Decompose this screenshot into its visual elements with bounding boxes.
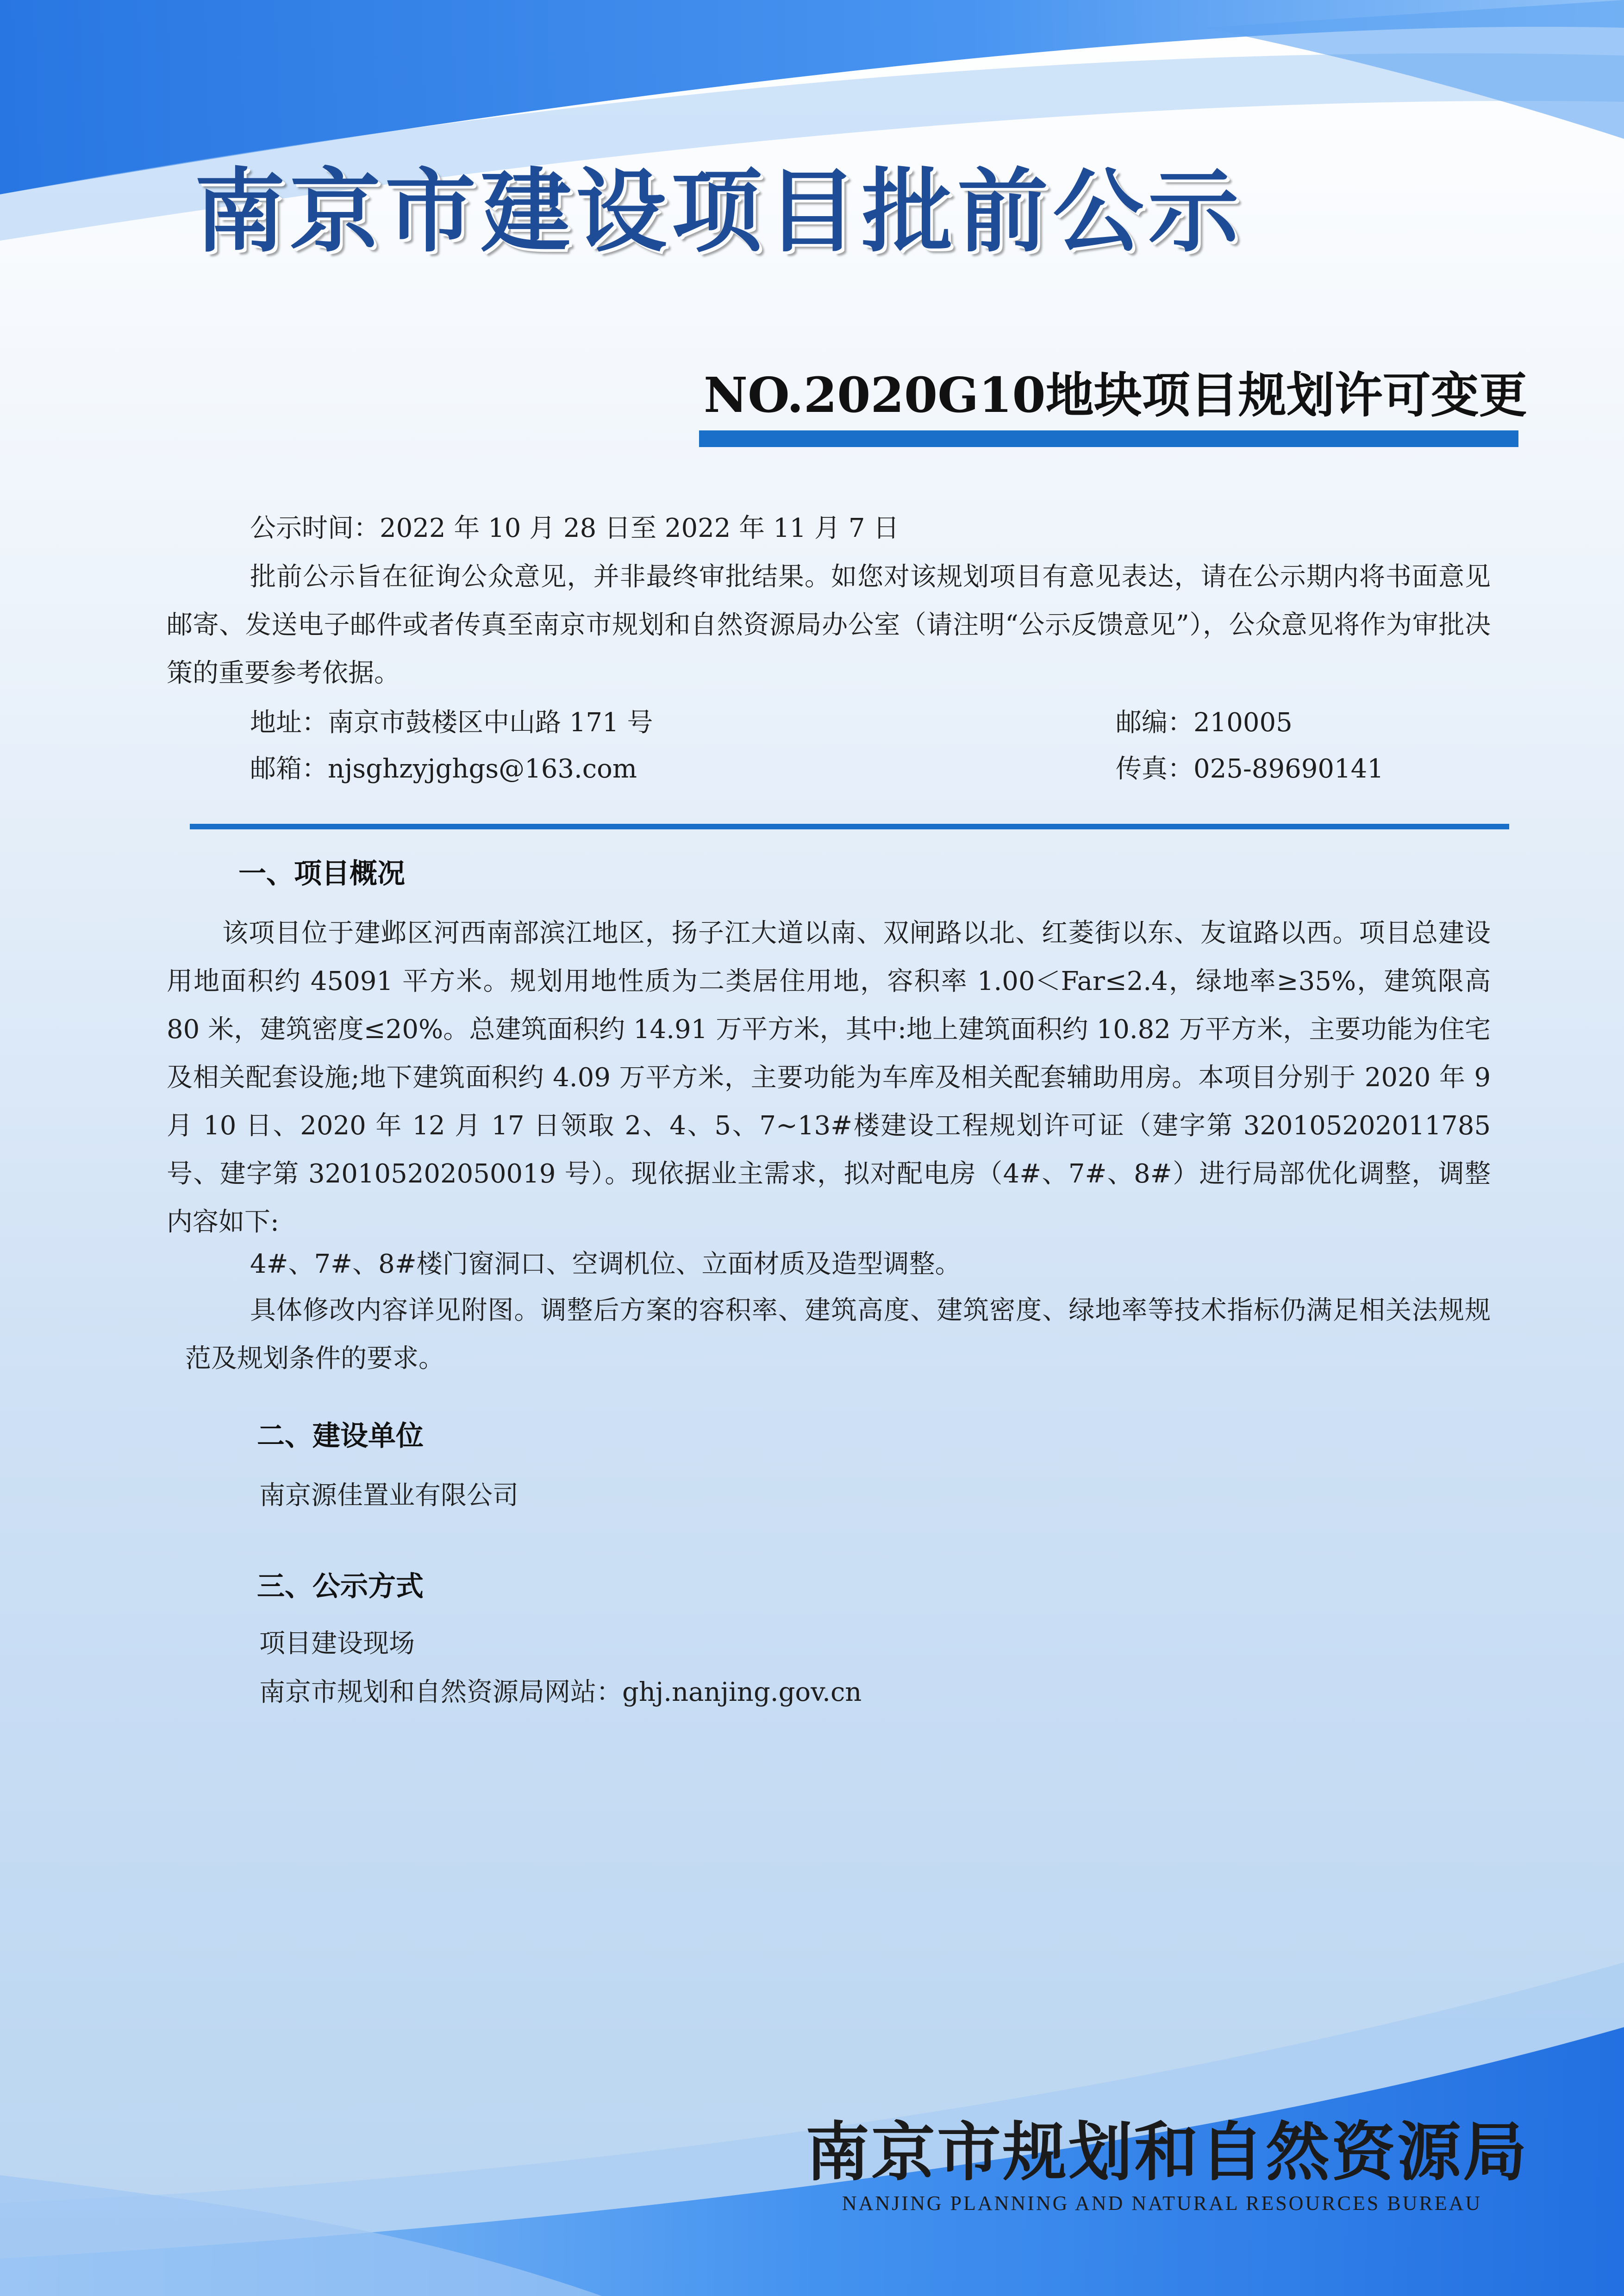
publicity-method-website: 南京市规划和自然资源局网站：ghj.nanjing.gov.cn [259,1677,862,1707]
footer-org-name-en: NANJING PLANNING AND NATURAL RESOURCES BUREAU [842,2192,1482,2215]
address: 地址：南京市鼓楼区中山路 171 号 [250,708,653,738]
publicity-method-site: 项目建设现场 [259,1629,415,1659]
section-heading-publicity: 三、公示方式 [257,1570,424,1603]
adjustment-item: 4#、7#、8#楼门窗洞口、空调机位、立面材质及造型调整。 [250,1249,961,1279]
notice-intro-paragraph: 批前公示旨在征询公众意见，并非最终审批结果。如您对该规划项目有意见表达，请在公示期内将书面意见邮寄、发送电子邮件或者传真至南京市规划和自然资源局办公室（请注明“公示反馈意见”），公众意见将作为审批决策的重要参考依据。 [167,562,1491,688]
email: 邮箱：njsghzyjghgs@163.com [250,754,637,784]
section-heading-overview: 一、项目概况 [238,858,405,890]
overview-note-paragraph: 具体修改内容详见附图。调整后方案的容积率、建筑高度、建筑密度、绿地率等技术指标仍满足相关法规规范及规划条件的要求。 [185,1295,1491,1374]
overview-paragraph: 该项目位于建邺区河西南部滨江地区，扬子江大道以南、双闸路以北、红菱街以东、友谊路以西。项目总建设用地面积约 45091 平方米。规划用地性质为二类居住用地，容积率 1.00＜Far≤2.4，绿地率≥35%，建筑限高 80 米，建筑密度≤20%。总建筑面积约 14.91 万平方米，其中:地上建筑面积约 10.82 万平方米，主要功能为住宅及相关配套设施;地下建筑面积约 4.09 万平方米，主要功能为车库及相关配套辅助用房。本项目分别于 2020 年 9 月 10 日、2020 年 12 月 17 日领取 2、4、5、7~13#楼建设工程规划许可证（建字第 320105202011785 号、建字第 320105202050019 号）。现依据业主需求，拟对配电房（4#、7#、8#）进行局部优化调整，调整内容如下: [167,918,1491,1237]
section-heading-developer: 二、建设单位 [257,1420,424,1452]
developer-name: 南京源佳置业有限公司 [259,1481,518,1511]
page-title: 南京市建设项目批前公示 [194,159,1244,265]
notice-period: 公示时间：2022 年 10 月 28 日至 2022 年 11 月 7 日 [250,513,899,543]
title-underline-bar [699,430,1518,447]
project-title: NO.2020G10地块项目规划许可变更 [704,367,1527,423]
fax-number: 传真：025-89690141 [1116,754,1384,784]
section-divider [190,824,1509,829]
footer-org-name: 南京市规划和自然资源局 [806,2114,1529,2190]
postcode: 邮编：210005 [1116,708,1293,738]
